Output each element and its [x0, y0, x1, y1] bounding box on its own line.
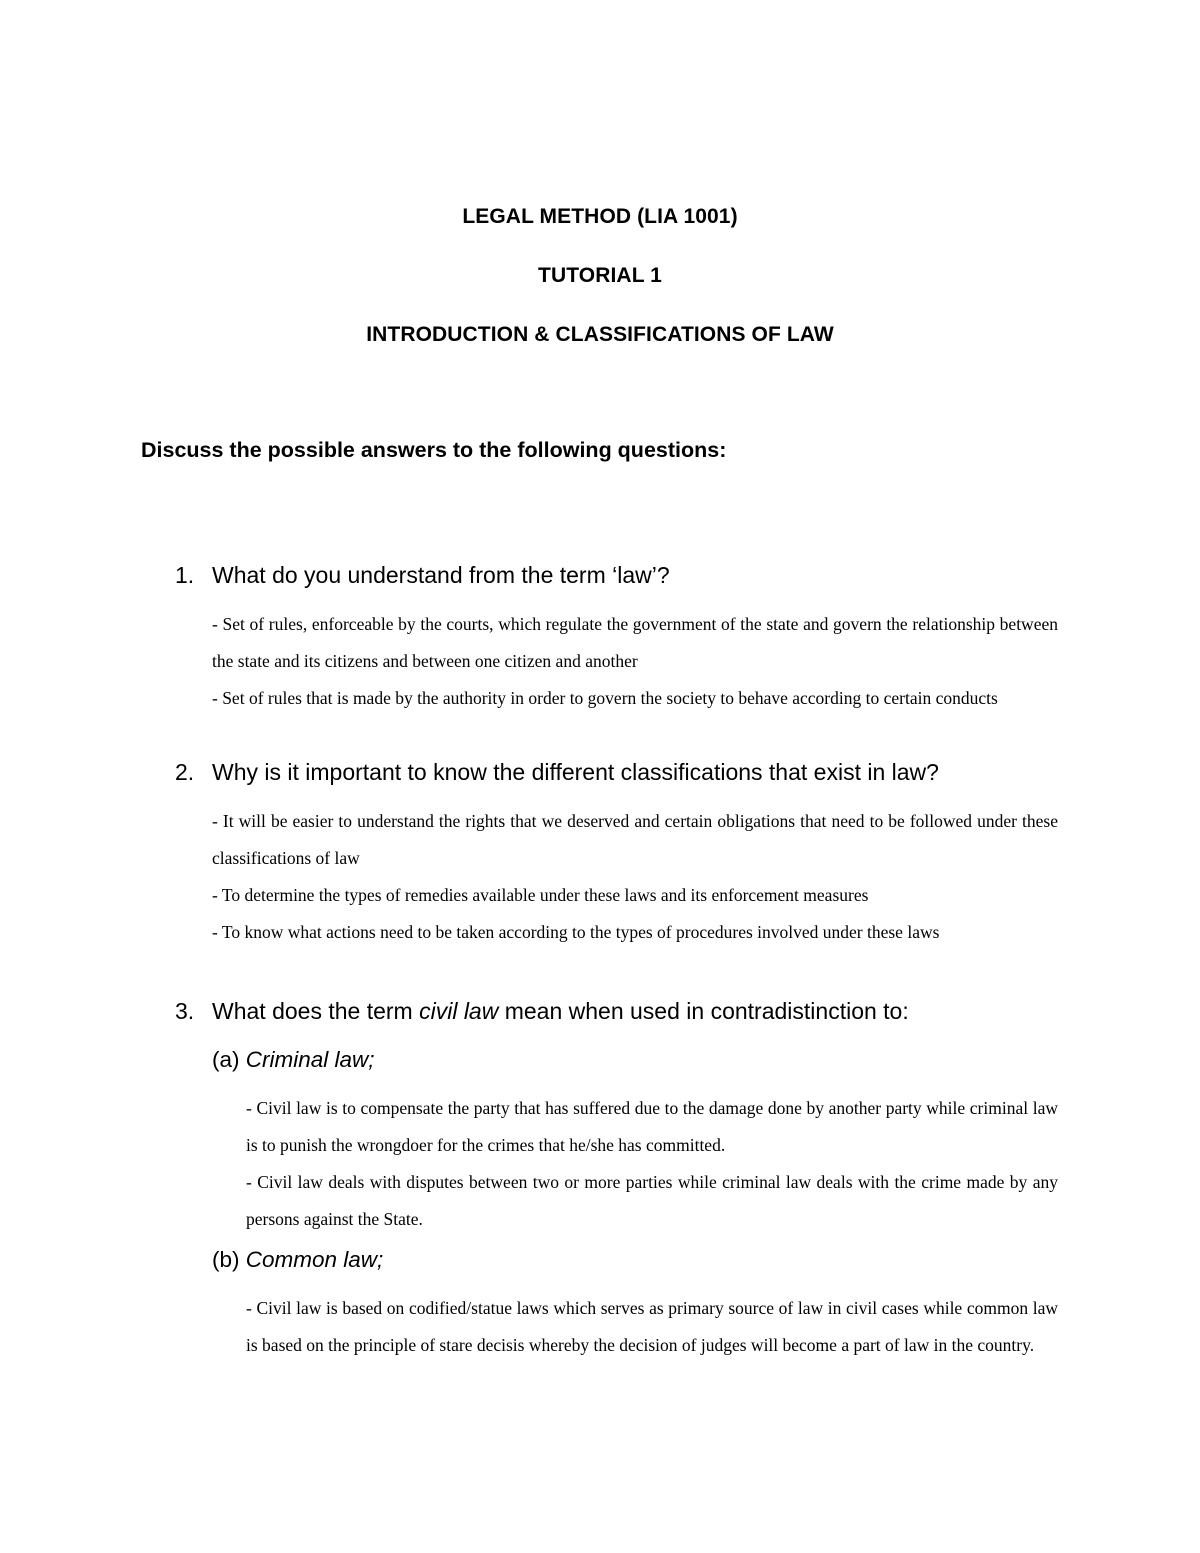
- question-text-after: mean when used in contradistinction to:: [498, 998, 909, 1024]
- question-number: 3.: [175, 998, 195, 1024]
- document-subtitle: TUTORIAL 1: [538, 264, 662, 287]
- answer-item: - Set of rules that is made by the authority in order to govern the society to behave according to certain conducts: [212, 688, 998, 708]
- question-text: Why is it important to know the different classifications that exist in law?: [212, 759, 939, 785]
- part-a-heading: [212, 1047, 375, 1073]
- part-a-answers: [246, 1090, 1058, 1238]
- part-b-answers: [246, 1290, 1058, 1364]
- question-number: 1.: [175, 562, 195, 588]
- question-3: [175, 998, 909, 1025]
- question-1-answers: [212, 606, 1058, 717]
- instruction-text: Discuss the possible answers to the following questions:: [141, 438, 727, 462]
- question-2: [175, 759, 939, 786]
- answer-item: - Civil law is based on codified/statue laws which serves as primary source of law in civil cases while common law is based on the principle of stare decisis whereby the decision of judges will become a part of law in the country.: [246, 1298, 1058, 1355]
- part-label: (a): [212, 1047, 246, 1072]
- part-title: Criminal law;: [245, 1047, 375, 1072]
- document-title: LEGAL METHOD (LIA 1001): [462, 205, 738, 228]
- part-label: (b): [212, 1247, 246, 1272]
- question-text-italic: civil law: [419, 998, 499, 1024]
- question-2-answers: [212, 803, 1058, 951]
- question-text: What do you understand from the term ‘law’?: [212, 562, 670, 588]
- question-number: 2.: [175, 759, 195, 785]
- part-title: Common law;: [245, 1247, 384, 1272]
- answer-item: - To know what actions need to be taken according to the types of procedures involved under these laws: [212, 922, 940, 942]
- question-text-before: What does the term: [212, 998, 420, 1024]
- answer-item: - To determine the types of remedies available under these laws and its enforcement measures: [212, 885, 869, 905]
- document-topic: INTRODUCTION & CLASSIFICATIONS OF LAW: [366, 323, 834, 346]
- answer-item: - Civil law deals with disputes between two or more parties while criminal law deals with the crime made by any persons against the State.: [246, 1172, 1058, 1229]
- answer-item: - Civil law is to compensate the party that has suffered due to the damage done by another party while criminal law is to punish the wrongdoer for the crimes that he/she has committed.: [246, 1098, 1058, 1155]
- question-1: [175, 562, 670, 589]
- part-b-heading: [212, 1247, 383, 1273]
- answer-item: - Set of rules, enforceable by the courts, which regulate the government of the state and govern the relationship between the state and its citizens and between one citizen and another: [212, 614, 1058, 671]
- answer-item: - It will be easier to understand the rights that we deserved and certain obligations that need to be followed under these classifications of law: [212, 811, 1058, 868]
